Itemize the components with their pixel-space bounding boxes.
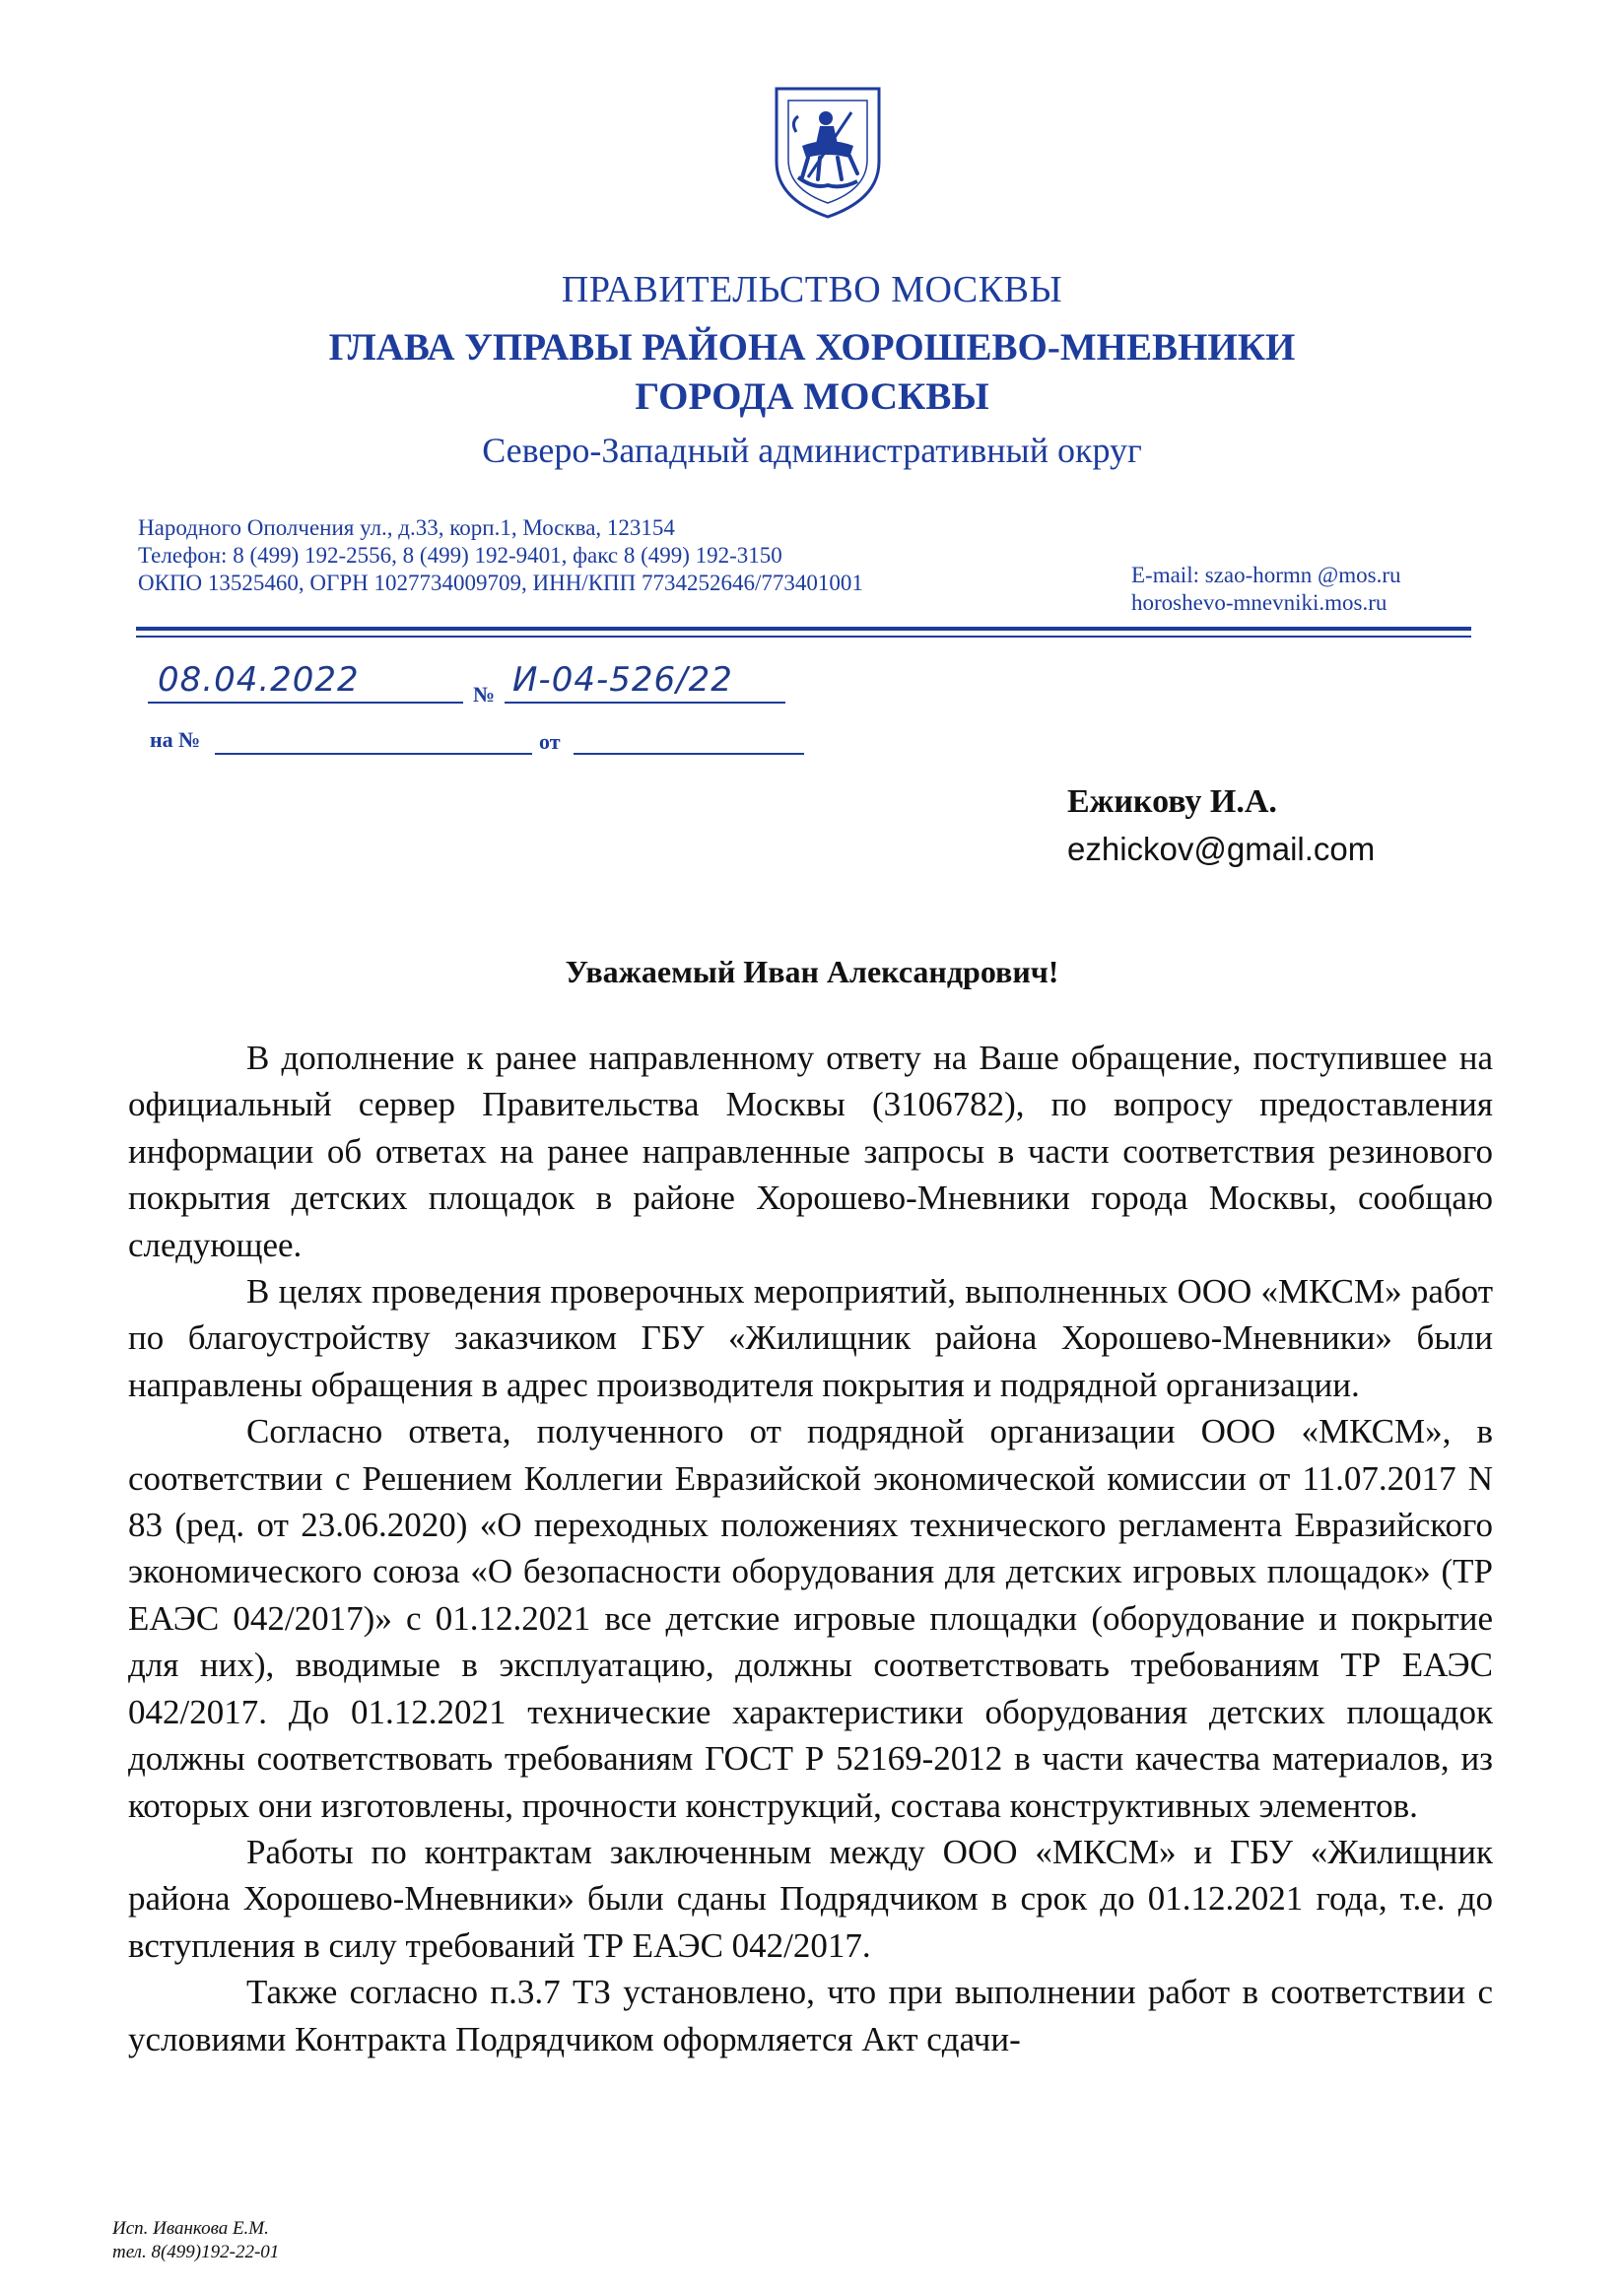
date-blank-line (148, 702, 463, 704)
paragraph: В дополнение к ранее направленному ответу на Ваше обращение, поступившее на официальный сервер Правительства Москвы (3106782), по вопросу предоставления информации об ответах на ранее направленные запросы в части соответствия резинового покрытия детских площадок в районе Хорошево-Мневники города Москвы, сообщаю следующее. (128, 1039, 1493, 1264)
letter-body (128, 1035, 1493, 2062)
paragraph: В целях проведения проверочных мероприятий, выполненных ООО «МКСМ» работ по благоустройству заказчиком ГБУ «Жилищник района Хорошево-Мневники» были направлены обращения в адрес производителя покрытия и подрядной организации. (128, 1272, 1493, 1404)
website-line: horoshevo-mnevniki.mos.ru (1131, 590, 1387, 615)
email-line: E-mail: szao-hormn @mos.ru (1131, 563, 1401, 587)
okrug-title: Северо-Западный административный округ (482, 431, 1142, 470)
letterhead-rule-thin (136, 636, 1471, 638)
greeting: Уважаемый Иван Александрович! (565, 954, 1059, 989)
executor-footer (112, 2217, 279, 2264)
contacts-block (1131, 562, 1400, 617)
moscow-coat-of-arms-icon (769, 83, 887, 221)
number-blank-line (505, 702, 785, 704)
recipient-name: Ежикову И.А. (1067, 783, 1277, 820)
letterhead-rule-thick (136, 627, 1471, 631)
paragraph: Согласно ответа, полученного от подрядной организации ООО «МКСМ», в соответствии с Решением Коллегии Евразийской экономической комиссии от 11.07.2017 N 83 (ред. от 23.06.2020) «О переходных положениях технического регламента Евразийского экономического союза «О безопасности оборудования для детских игровых площадок» (ТР ЕАЭС 042/2017)» с 01.12.2021 все детские игровые площадки (оборудование и покрытие для них), вводимые в эксплуатацию, должны соответствовать требованиям ТР ЕАЭС 042/2017. До 01.12.2021 технические характеристики оборудования детских площадок должны соответствовать требованиям ГОСТ Р 52169-2012 в части качества материалов, из которых они изготовлены, прочности конструкций, состава конструктивных элементов. (128, 1412, 1493, 1825)
registration-date: 08.04.2022 (158, 660, 360, 700)
number-label: № (473, 682, 496, 707)
registry-codes-line: ОКПО 13525460, ОГРН 1027734009709, ИНН/КПП 7734252646/773401001 (138, 571, 863, 595)
head-title-line1: ГЛАВА УПРАВЫ РАЙОНА ХОРОШЕВО-МНЕВНИКИ (328, 326, 1296, 369)
address-line: Народного Ополчения ул., д.33, корп.1, Москва, 123154 (138, 515, 675, 540)
from-blank-line (574, 753, 804, 755)
from-label: от (539, 729, 561, 754)
paragraph: Работы по контрактам заключенным между ООО «МКСМ» и ГБУ «Жилищник района Хорошево-Мневники» были сданы Подрядчиком в срок до 01.12.2021 года, т.е. до вступления в силу требований ТР ЕАЭС 042/2017. (128, 1832, 1493, 1965)
phone-line: Телефон: 8 (499) 192-2556, 8 (499) 192-9401, факс 8 (499) 192-3150 (138, 543, 782, 568)
recipient-email: ezhickov@gmail.com (1067, 831, 1376, 867)
reference-label: на № (150, 727, 201, 752)
reference-blank-line (215, 753, 532, 755)
paragraph: Также согласно п.3.7 ТЗ установлено, что при выполнении работ в соответствии с условиями Контракта Подрядчиком оформляется Акт сдачи- (128, 1973, 1493, 2058)
government-title: ПРАВИТЕЛЬСТВО МОСКВЫ (561, 269, 1063, 310)
registration-number: И-04-526/22 (512, 660, 733, 700)
executor-phone: тел. 8(499)192-22-01 (112, 2242, 280, 2262)
head-title-line2: ГОРОДА МОСКВЫ (635, 375, 989, 418)
address-block (138, 514, 863, 597)
executor-name: Исп. Иванкова Е.М. (112, 2218, 269, 2239)
